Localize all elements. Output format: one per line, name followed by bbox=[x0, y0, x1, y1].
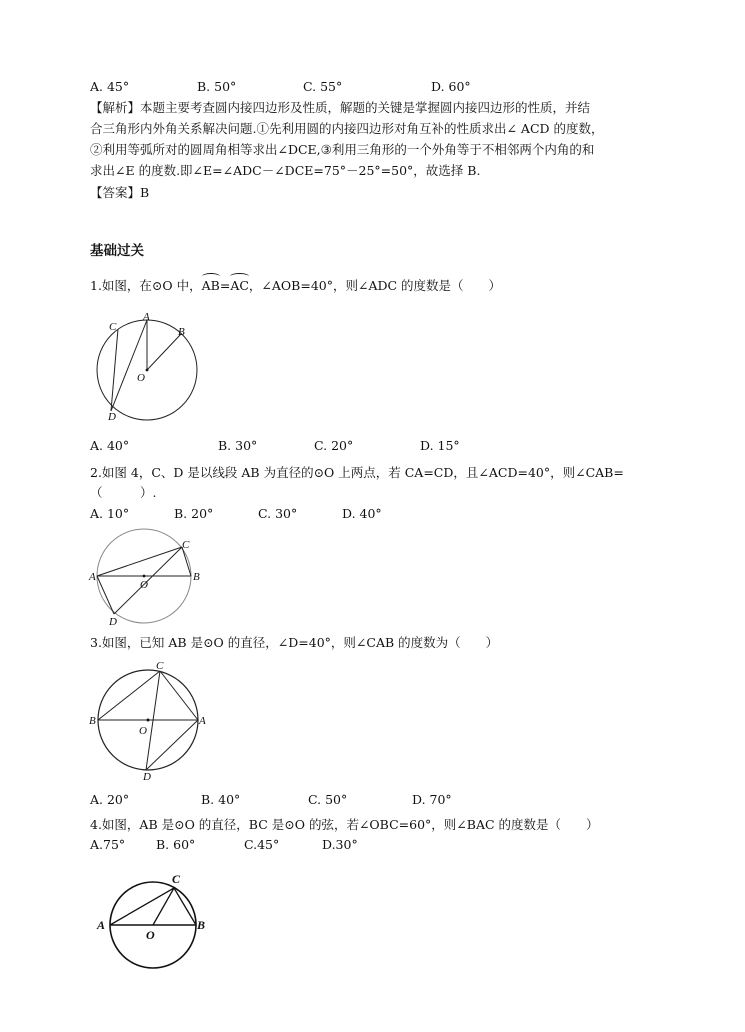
q1-label-c: C bbox=[109, 321, 117, 333]
q3-label-b: B bbox=[89, 715, 96, 727]
q1-eq: = bbox=[219, 278, 231, 293]
q2-label-b: B bbox=[193, 571, 200, 583]
q2-option-c: C. 30° bbox=[258, 506, 298, 521]
q3-label-c: C bbox=[156, 660, 164, 672]
q1-text bbox=[90, 277, 501, 295]
q3-figure bbox=[88, 660, 218, 784]
q1-label-o: O bbox=[137, 372, 145, 384]
q3-label-d: D bbox=[143, 771, 151, 783]
q4-label-b: B bbox=[197, 918, 206, 932]
q4-label-a: A bbox=[97, 918, 106, 932]
q2-option-b: B. 20° bbox=[174, 506, 214, 521]
option-d: D. 60° bbox=[431, 79, 471, 94]
q4-text: 4.如图，AB 是⊙O 的直径，BC 是⊙O 的弦，若∠OBC=60°，则∠BAC 的度数是（ ） bbox=[90, 817, 599, 832]
q4-figure bbox=[96, 868, 216, 972]
q1-option-d: D. 15° bbox=[420, 438, 460, 453]
q2-label-d: D bbox=[109, 616, 117, 628]
q1-label-a: A bbox=[143, 311, 150, 323]
q2-line-2: （ ）. bbox=[90, 485, 157, 500]
section-title: 基础过关 bbox=[90, 243, 144, 259]
q1-label-d: D bbox=[108, 411, 116, 423]
q4-option-d: D.30° bbox=[322, 837, 358, 852]
q1-figure bbox=[90, 308, 230, 428]
q1-pre: 1.如图，在⊙O 中， bbox=[90, 278, 202, 293]
q1-arc-ac: AC bbox=[230, 278, 249, 293]
q4-label-o: O bbox=[146, 928, 155, 942]
q3-option-a: A. 20° bbox=[90, 792, 130, 807]
q4-option-a: A.75° bbox=[90, 837, 126, 852]
q4-label-c: C bbox=[172, 872, 181, 886]
analysis-line-3: ②利用等弧所对的圆周角相等求出∠DCE,③利用三角形的一个外角等于不相邻两个内角的和 bbox=[90, 142, 595, 157]
q4-option-b: B. 60° bbox=[156, 837, 196, 852]
q1-option-a: A. 40° bbox=[90, 438, 130, 453]
q2-label-o: O bbox=[140, 579, 148, 591]
q3-label-o: O bbox=[139, 725, 147, 737]
analysis-line-1: 【解析】本题主要考查圆内接四边形及性质，解题的关键是掌握圆内接四边形的性质，并结 bbox=[90, 100, 591, 115]
q3-text: 3.如图，已知 AB 是⊙O 的直径，∠D=40°，则∠CAB 的度数为（ ） bbox=[90, 635, 499, 650]
q3-option-d: D. 70° bbox=[412, 792, 452, 807]
q1-post: ，∠AOB=40°，则∠ADC 的度数是（ ） bbox=[248, 278, 502, 293]
q2-label-a: A bbox=[89, 571, 96, 583]
option-c: C. 55° bbox=[303, 79, 343, 94]
q1-option-b: B. 30° bbox=[218, 438, 258, 453]
analysis-line-2: 合三角形内外角关系解决问题.①先利用圆的内接四边形对角互补的性质求出∠ ACD 的度数， bbox=[90, 121, 604, 136]
analysis-line-4: 求出∠E 的度数.即∠E=∠ADC－∠DCE=75°－25°=50°，故选择 B. bbox=[90, 163, 481, 178]
q2-label-c: C bbox=[182, 539, 190, 551]
option-b: B. 50° bbox=[197, 79, 237, 94]
q2-line-1: 2.如图 4，C、D 是以线段 AB 为直径的⊙O 上两点，若 CA=CD，且∠ACD=40°，则∠CAB= bbox=[90, 465, 624, 480]
q2-option-a: A. 10° bbox=[90, 506, 130, 521]
answer-line: 【答案】B bbox=[90, 185, 150, 200]
q3-label-a: A bbox=[199, 715, 206, 727]
q1-arc-ab: AB bbox=[201, 278, 220, 293]
q3-option-b: B. 40° bbox=[201, 792, 241, 807]
q1-option-c: C. 20° bbox=[314, 438, 354, 453]
q4-option-c: C.45° bbox=[244, 837, 280, 852]
q1-label-b: B bbox=[178, 326, 185, 338]
q2-option-d: D. 40° bbox=[342, 506, 382, 521]
q2-figure bbox=[88, 536, 208, 628]
q3-option-c: C. 50° bbox=[308, 792, 348, 807]
option-a: A. 45° bbox=[90, 79, 130, 94]
